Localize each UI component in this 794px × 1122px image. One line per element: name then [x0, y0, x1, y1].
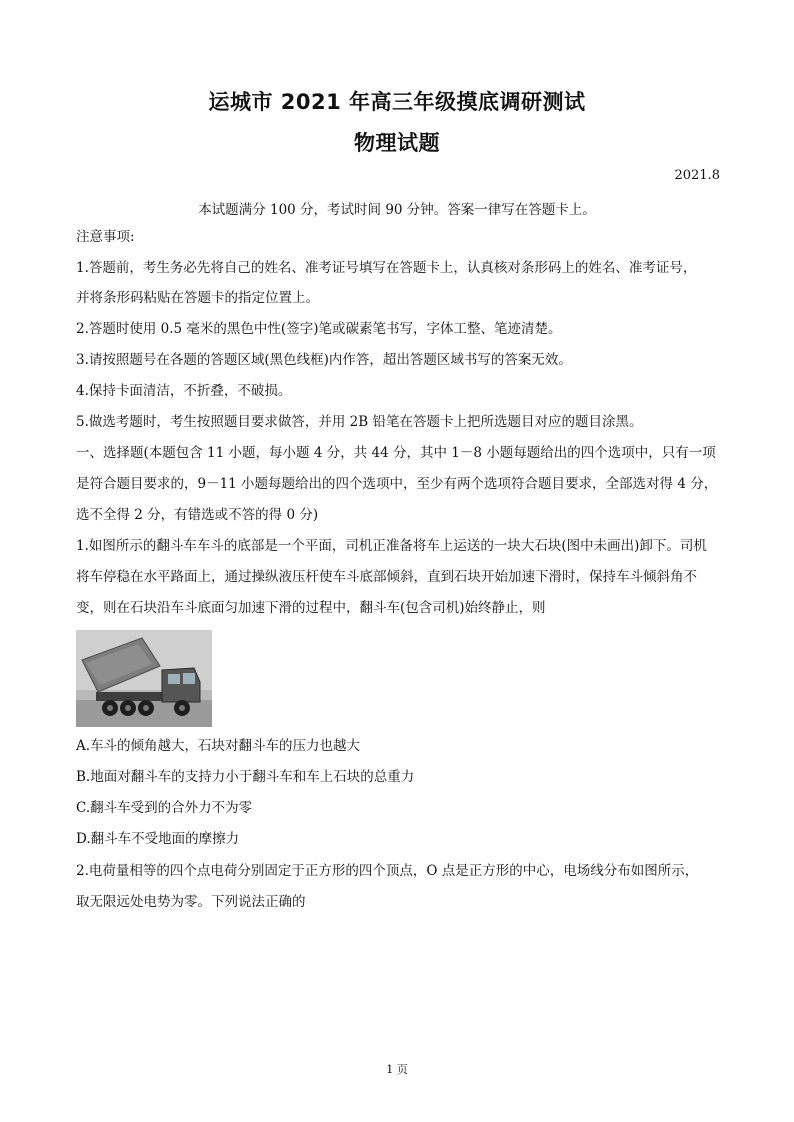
page-number: 1 页 — [386, 1063, 408, 1076]
section-instructions-line: 是符合题目要求的，9－11 小题每题给出的四个选项中，至少有两个选项符合题目要求，全部选对得 4 分， — [76, 476, 718, 492]
question-2-stem-line: 取无限远处电势为零。下列说法正确的 — [76, 894, 306, 910]
note-line: 4.保持卡面清洁，不折叠，不破损。 — [76, 383, 292, 399]
exam-date: 2021.8 — [674, 168, 720, 183]
notes-heading: 注意事项: — [76, 229, 135, 245]
section-instructions-line: 选不全得 2 分，有错选或不答的得 0 分) — [76, 507, 319, 523]
dump-truck-photo — [76, 630, 212, 727]
question-1-stem-line: 1.如图所示的翻斗车车斗的底部是一个平面，司机正准备将车上运送的一块大石块(图中未画出)卸下。司机 — [76, 538, 707, 554]
exam-subtitle: 物理试题 — [354, 131, 440, 155]
exam-intro: 本试题满分 100 分，考试时间 90 分钟。答案一律写在答题卡上。 — [198, 202, 596, 218]
question-1-option-c: C.翻斗车受到的合外力不为零 — [76, 800, 253, 816]
note-line: 并将条形码粘贴在答题卡的指定位置上。 — [76, 290, 319, 306]
note-line: 3.请按照题号在各题的答题区域(黑色线框)内作答，超出答题区域书写的答案无效。 — [76, 352, 572, 368]
question-1-stem-line: 将车停稳在水平路面上，通过操纵液压杆使车斗底部倾斜，直到石块开始加速下滑时，保持车斗倾斜角不 — [76, 569, 697, 585]
question-2-stem-line: 2.电荷量相等的四个点电荷分别固定于正方形的四个顶点，O 点是正方形的中心，电场线分布如图所示， — [76, 863, 699, 879]
question-1-option-a: A.车斗的倾角越大，石块对翻斗车的压力也越大 — [76, 738, 361, 754]
note-line: 2.答题时使用 0.5 毫米的黑色中性(签字)笔或碳素笔书写，字体工整、笔迹清楚。 — [76, 321, 562, 337]
question-1-option-b: B.地面对翻斗车的支持力小于翻斗车和车上石块的总重力 — [76, 769, 415, 785]
section-instructions-line: 一、选择题(本题包含 11 小题，每小题 4 分，共 44 分，其中 1－8 小题每题给出的四个选项中，只有一项 — [76, 445, 716, 461]
question-1-option-d: D.翻斗车不受地面的摩擦力 — [76, 831, 240, 847]
note-line: 1.答题前，考生务必先将自己的姓名、准考证号填写在答题卡上，认真核对条形码上的姓名、准考证号， — [76, 260, 697, 276]
note-line: 5.做选考题时，考生按照题目要求做答，并用 2B 铅笔在答题卡上把所选题目对应的题目涂黑。 — [76, 414, 643, 430]
question-1-stem-line: 变，则在石块沿车斗底面匀加速下滑的过程中，翻斗车(包含司机)始终静止，则 — [76, 600, 546, 616]
exam-title: 运城市 2021 年高三年级摸底调研测试 — [208, 90, 586, 114]
